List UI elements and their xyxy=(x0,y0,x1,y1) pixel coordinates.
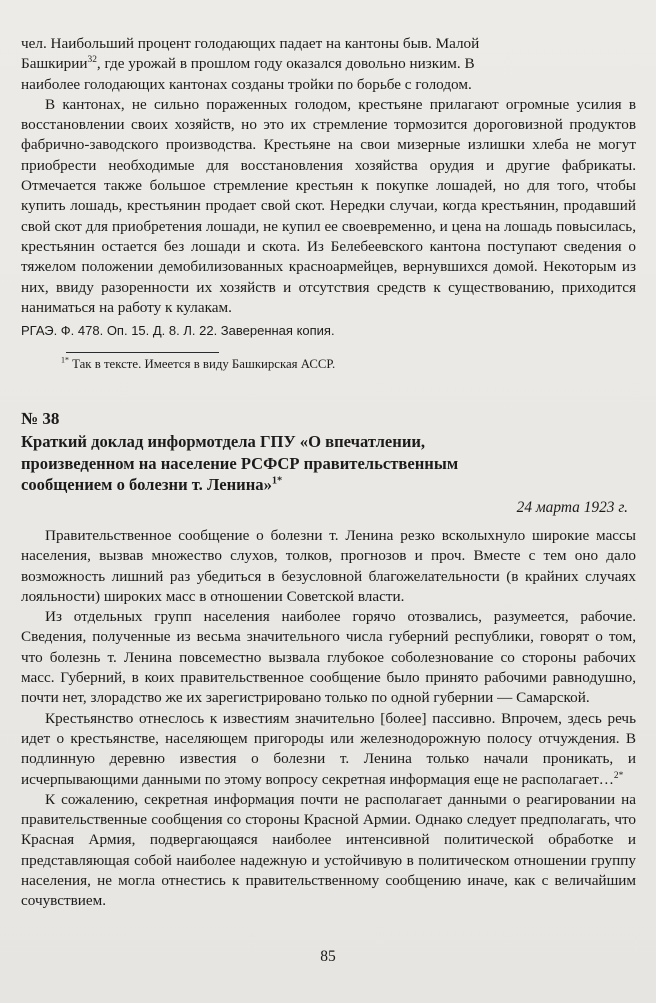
footnote-divider xyxy=(66,352,219,353)
document-title-line-3: сообщением о болезни т. Ленина» xyxy=(21,475,272,495)
paragraph-5 xyxy=(21,709,636,790)
paragraph-5-text: Крестьянство отнеслось к известиям значительно [более] пассивно. Впрочем, здесь речь идет о крестьянстве, населяющем пригороды или железнодорожную полосу отчуждения. В подлинную деревню известия о болезни т. Ленина только начали проникать, и исчерпывающими данными по этому вопросу секретная информация еще не располагает… xyxy=(21,709,636,788)
document-date: 24 марта 1923 г. xyxy=(516,498,628,516)
document-title-line-1: Краткий доклад информотдела ГПУ «О впечатлении, xyxy=(21,432,426,452)
paragraph-4: Из отдельных групп населения наиболее горячо отозвались, разумеется, рабочие. Сведения, полученные из весьма значительного числа губерний республики, говорят о том, что болезнь т. Ленина повсеместно вызвала глубокое соболезнование со стороны рабочих масс. Губерний, в коих правительственное сообщение было принято рабочими равнодушно, почти нет, злорадство же их зарегистрировано только по одной губернии — Самарской. xyxy=(21,608,636,707)
paragraph-1-line-3: наиболее голодающих кантонах созданы тройки по борьбе с голодом. xyxy=(21,75,472,93)
archive-source: РГАЭ. Ф. 478. Оп. 15. Д. 8. Л. 22. Заверенная копия. xyxy=(21,323,335,339)
paragraph-1 xyxy=(21,34,636,95)
paragraph-6: К сожалению, секретная информация почти не располагает данными о реагировании на правительственные сообщения со стороны Красной Армии. Однако следует предполагать, что Красная Армия, подвергающаяся наиболее интенсивной политической обработке и представляющая собой наиболее надежную и устойчивую в политическом отношении группу населения, не могла отнестись к правительственному сообщению иначе, как с величайшим сочувствием. xyxy=(21,790,636,910)
paragraph-2: В кантонах, не сильно пораженных голодом, крестьяне прилагают огромные усилия в восстановлении своих хозяйств, но это их стремление тормозится дороговизной продуктов фабрично-заводского производства. Крестьяне на свои мизерные излишки хлеба не могут приобрести необходимые для восстановления хозяйства орудия и другие фабрикаты. Отмечается также большое стремление крестьян к покупке лошадей, но для того, чтобы купить лошадь, крестьянин продает свой скот. Нередки случаи, когда крестьянин, продавший свой скот для приобретения лошади, не купил ее своевременно, и цена на лошадь повысилась, крестьянин остается без лошади и скота. Из Белебеевского кантона поступают сведения о тяжелом положении демобилизованных красноармейцев, вернувшихся домой. Некоторым из них, ввиду разоренности их хозяйств и отсутствия средств к существованию, приходится наниматься на работу к кулакам. xyxy=(21,95,636,316)
document-title-footnote-marker: 1* xyxy=(271,475,283,487)
paragraph-3: Правительственное сообщение о болезни т. Ленина резко всколыхнуло широкие массы населения, вызвав множество слухов, толков, прогнозов и проч. Вместе с тем оно дало возможность лишний раз убедиться в безусловной благожелательности (в крайних случаях лояльности) широких масс в отношении Советской власти. xyxy=(21,526,636,605)
document-title-line-2: произведенном на население РСФСР правительственным xyxy=(21,453,459,473)
document-title xyxy=(21,431,636,496)
footnote-marker-2: 2* xyxy=(613,770,624,781)
date-spacing xyxy=(21,518,636,526)
paragraph-1-line-2-start: Башкирии xyxy=(21,55,88,73)
paragraph-1-line-1: чел. Наибольший процент голодающих падает на кантоны быв. Малой xyxy=(21,35,480,52)
footnote-marker-1: 1* xyxy=(61,355,69,365)
document-number: № 38 xyxy=(21,409,60,429)
page-number: 85 xyxy=(320,948,336,965)
footnote-1 xyxy=(61,355,636,373)
paragraph-1-line-2-end: , где урожай в прошлом году оказался довольно низким. В xyxy=(96,55,475,73)
reference-32: 32 xyxy=(87,55,97,66)
footnote-1-text: Так в тексте. Имеется в виду Башкирская АССР. xyxy=(68,357,336,372)
